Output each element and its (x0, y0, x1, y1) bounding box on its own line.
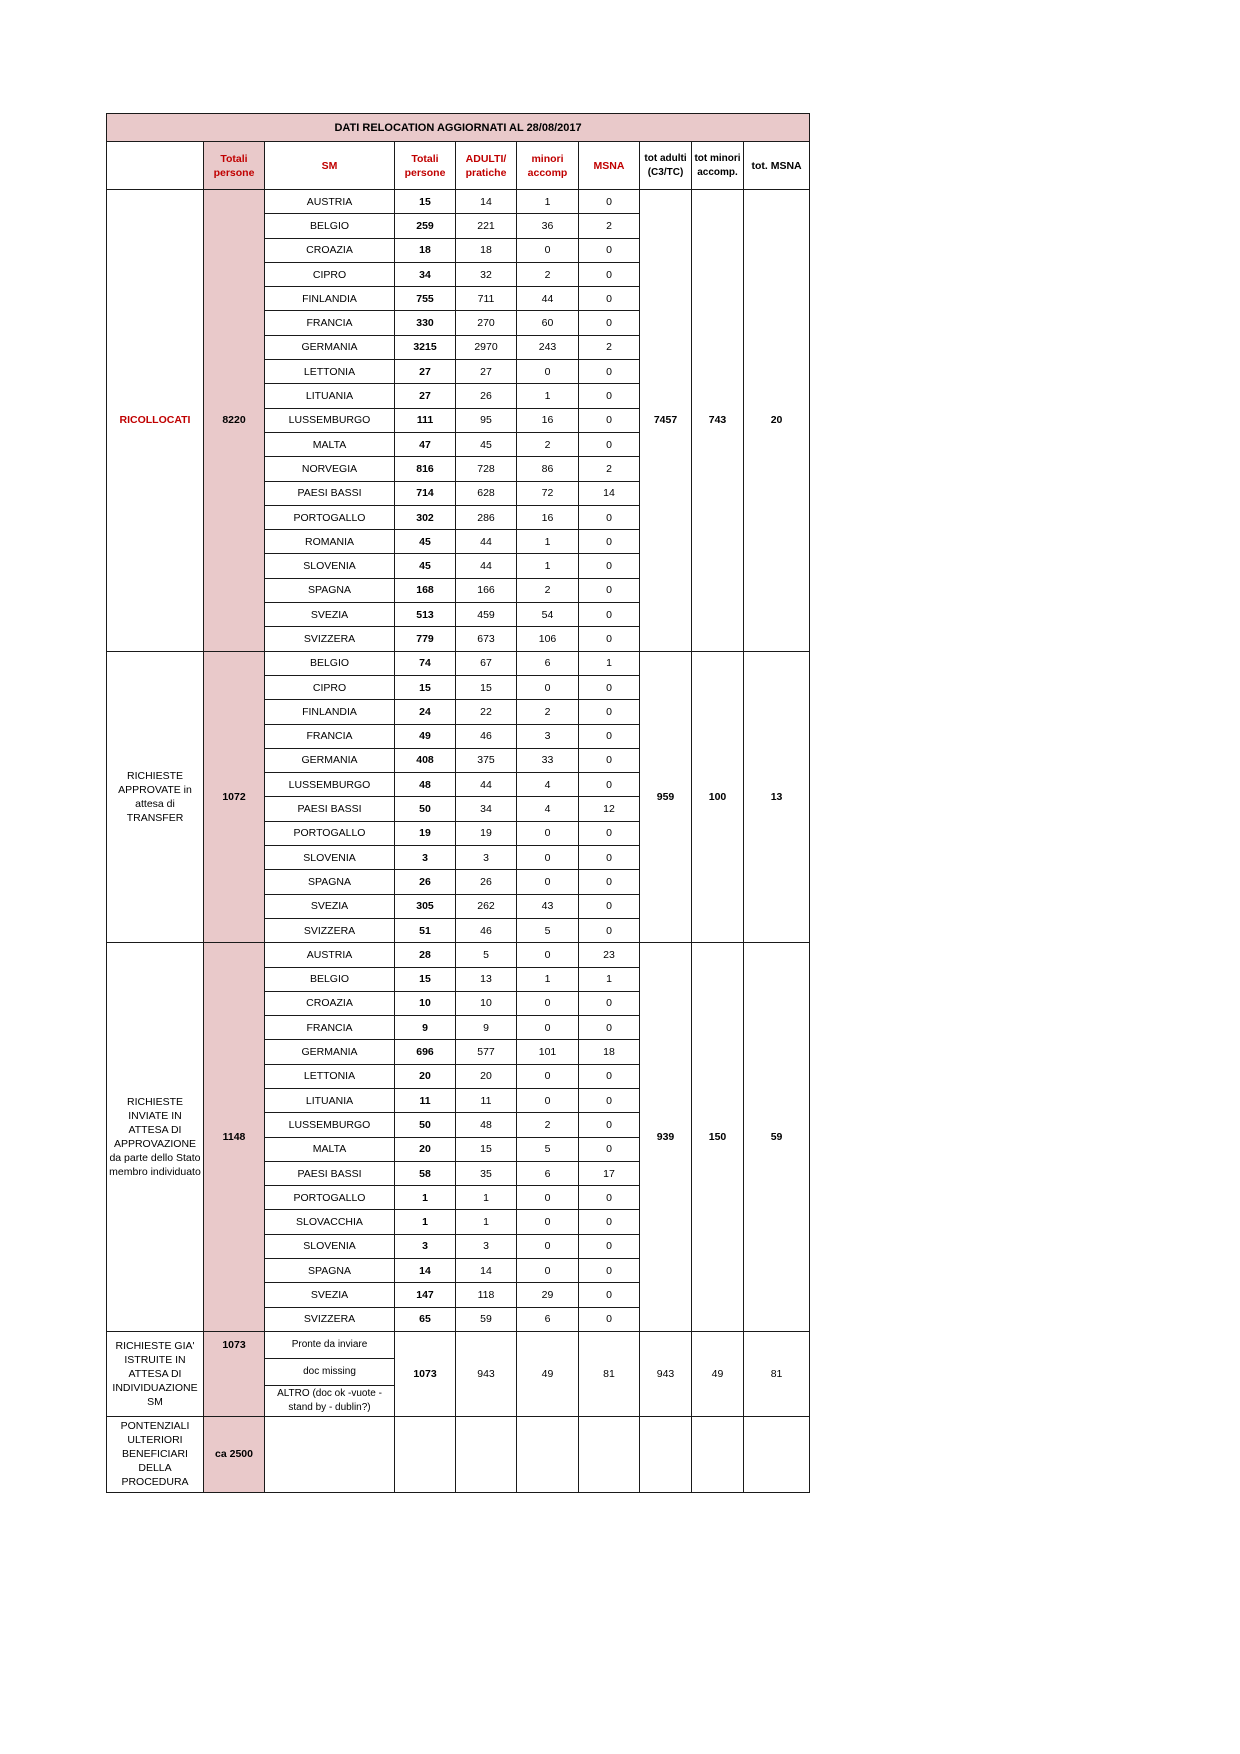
cell-msna: 0 (579, 262, 640, 286)
cell-totali: 19 (395, 821, 456, 845)
cell-adulti: 19 (456, 821, 517, 845)
cell-minori: 0 (517, 846, 579, 870)
cell-msna: 12 (579, 797, 640, 821)
cell-minori: 0 (517, 1064, 579, 1088)
cell-adulti: 18 (456, 238, 517, 262)
cell-adulti: 577 (456, 1040, 517, 1064)
cell-minori: 33 (517, 748, 579, 772)
cell-minori: 106 (517, 627, 579, 651)
cell-totali: 20 (395, 1137, 456, 1161)
cell-adulti: 26 (456, 870, 517, 894)
header-totali-persone-sm: Totali persone (395, 142, 456, 190)
sm-name: SLOVENIA (265, 1234, 395, 1258)
cell-msna: 2 (579, 457, 640, 481)
cell-msna: 0 (579, 603, 640, 627)
cell-totali: 28 (395, 943, 456, 967)
istruite-total: 1073 (204, 1331, 265, 1416)
cell-totali: 408 (395, 748, 456, 772)
cell-msna: 0 (579, 918, 640, 942)
cell-minori: 86 (517, 457, 579, 481)
sm-name: MALTA (265, 1137, 395, 1161)
sm-name: LETTONIA (265, 1064, 395, 1088)
cell-totali: 50 (395, 1113, 456, 1137)
cell-totali: 1 (395, 1210, 456, 1234)
istruite-minori: 49 (517, 1331, 579, 1416)
istruite-tot-adulti: 943 (640, 1331, 692, 1416)
header-minori: minori accomp (517, 142, 579, 190)
cell-msna: 0 (579, 1234, 640, 1258)
header-tot-adulti: tot adulti (C3/TC) (640, 142, 692, 190)
istruite-tot: 1073 (395, 1331, 456, 1416)
sm-name: SLOVACCHIA (265, 1210, 395, 1234)
cell-totali: 302 (395, 505, 456, 529)
cell-minori: 0 (517, 870, 579, 894)
cell-minori: 0 (517, 943, 579, 967)
cell-adulti: 628 (456, 481, 517, 505)
cell-minori: 6 (517, 1161, 579, 1185)
cell-minori: 4 (517, 797, 579, 821)
cell-totali: 26 (395, 870, 456, 894)
istruite-adulti: 943 (456, 1331, 517, 1416)
cell-msna: 0 (579, 578, 640, 602)
cell-adulti: 459 (456, 603, 517, 627)
sm-name: CIPRO (265, 675, 395, 699)
cell-totali: 755 (395, 287, 456, 311)
header-sm: SM (265, 142, 395, 190)
sm-name: PORTOGALLO (265, 821, 395, 845)
cell-totali: 14 (395, 1259, 456, 1283)
table-row (107, 943, 810, 967)
cell-totali: 24 (395, 700, 456, 724)
istruite-sub: Pronte da inviare (265, 1331, 395, 1358)
group-tot-msna: 20 (744, 190, 810, 652)
cell-totali: 513 (395, 603, 456, 627)
cell-totali: 49 (395, 724, 456, 748)
cell-msna: 0 (579, 190, 640, 214)
cell-minori: 1 (517, 190, 579, 214)
cell-adulti: 95 (456, 408, 517, 432)
cell-adulti: 46 (456, 918, 517, 942)
sm-name: SVIZZERA (265, 918, 395, 942)
sm-name: LUSSEMBURGO (265, 1113, 395, 1137)
cell-msna: 0 (579, 1016, 640, 1040)
cell-totali: 34 (395, 262, 456, 286)
cell-adulti: 27 (456, 360, 517, 384)
sm-name: PAESI BASSI (265, 481, 395, 505)
sm-name: LITUANIA (265, 1088, 395, 1112)
sm-name: GERMANIA (265, 1040, 395, 1064)
cell-adulti: 5 (456, 943, 517, 967)
cell-totali: 20 (395, 1064, 456, 1088)
cell-msna: 1 (579, 967, 640, 991)
cell-adulti: 270 (456, 311, 517, 335)
cell-totali: 1 (395, 1186, 456, 1210)
cell-totali: 3215 (395, 335, 456, 359)
cell-totali: 15 (395, 190, 456, 214)
cell-minori: 0 (517, 1234, 579, 1258)
cell-msna: 0 (579, 1283, 640, 1307)
cell-minori: 6 (517, 1307, 579, 1331)
sm-name: CROAZIA (265, 238, 395, 262)
cell-adulti: 2970 (456, 335, 517, 359)
cell-adulti: 11 (456, 1088, 517, 1112)
cell-adulti: 44 (456, 773, 517, 797)
cell-totali: 9 (395, 1016, 456, 1040)
empty-cell (579, 1416, 640, 1492)
cell-msna: 0 (579, 1113, 640, 1137)
cell-minori: 0 (517, 1186, 579, 1210)
cell-adulti: 673 (456, 627, 517, 651)
sm-name: SVEZIA (265, 1283, 395, 1307)
cell-msna: 0 (579, 1088, 640, 1112)
cell-minori: 2 (517, 432, 579, 456)
sm-name: SVEZIA (265, 894, 395, 918)
cell-totali: 27 (395, 360, 456, 384)
cell-minori: 5 (517, 918, 579, 942)
cell-msna: 0 (579, 675, 640, 699)
cell-adulti: 15 (456, 675, 517, 699)
group-tot-msna: 59 (744, 943, 810, 1332)
cell-minori: 0 (517, 821, 579, 845)
cell-msna: 0 (579, 554, 640, 578)
cell-msna: 1 (579, 651, 640, 675)
cell-adulti: 166 (456, 578, 517, 602)
cell-totali: 15 (395, 967, 456, 991)
sm-name: NORVEGIA (265, 457, 395, 481)
cell-minori: 0 (517, 675, 579, 699)
cell-adulti: 118 (456, 1283, 517, 1307)
cell-adulti: 45 (456, 432, 517, 456)
group-total: 1072 (204, 651, 265, 943)
cell-adulti: 711 (456, 287, 517, 311)
cell-msna: 0 (579, 1259, 640, 1283)
cell-totali: 15 (395, 675, 456, 699)
cell-minori: 0 (517, 1259, 579, 1283)
cell-minori: 2 (517, 578, 579, 602)
cell-msna: 0 (579, 870, 640, 894)
sm-name: MALTA (265, 432, 395, 456)
cell-adulti: 3 (456, 1234, 517, 1258)
sm-name: GERMANIA (265, 335, 395, 359)
cell-msna: 0 (579, 384, 640, 408)
cell-adulti: 46 (456, 724, 517, 748)
cell-totali: 3 (395, 846, 456, 870)
cell-adulti: 13 (456, 967, 517, 991)
cell-totali: 330 (395, 311, 456, 335)
cell-adulti: 728 (456, 457, 517, 481)
cell-totali: 779 (395, 627, 456, 651)
cell-adulti: 22 (456, 700, 517, 724)
cell-minori: 2 (517, 700, 579, 724)
sm-name: CIPRO (265, 262, 395, 286)
group-label: RICHIESTE INVIATE IN ATTESA DI APPROVAZIONE da parte dello Stato membro individuato (107, 943, 204, 1332)
cell-totali: 51 (395, 918, 456, 942)
sm-name: SVIZZERA (265, 1307, 395, 1331)
sm-name: PAESI BASSI (265, 1161, 395, 1185)
sm-name: AUSTRIA (265, 190, 395, 214)
cell-msna: 0 (579, 1186, 640, 1210)
cell-minori: 2 (517, 262, 579, 286)
cell-minori: 0 (517, 1210, 579, 1234)
cell-totali: 10 (395, 991, 456, 1015)
cell-adulti: 10 (456, 991, 517, 1015)
cell-minori: 0 (517, 1088, 579, 1112)
cell-msna: 0 (579, 311, 640, 335)
cell-adulti: 14 (456, 190, 517, 214)
cell-adulti: 59 (456, 1307, 517, 1331)
cell-msna: 17 (579, 1161, 640, 1185)
empty-cell (456, 1416, 517, 1492)
cell-msna: 0 (579, 238, 640, 262)
cell-adulti: 221 (456, 214, 517, 238)
cell-minori: 3 (517, 724, 579, 748)
potenziali-row (107, 1416, 810, 1492)
cell-msna: 0 (579, 846, 640, 870)
table-row (107, 651, 810, 675)
cell-minori: 0 (517, 360, 579, 384)
sm-name: LUSSEMBURGO (265, 773, 395, 797)
sm-name: PAESI BASSI (265, 797, 395, 821)
cell-totali: 74 (395, 651, 456, 675)
header-empty (107, 142, 204, 190)
cell-minori: 6 (517, 651, 579, 675)
cell-msna: 0 (579, 724, 640, 748)
cell-minori: 0 (517, 1016, 579, 1040)
table-title: DATI RELOCATION AGGIORNATI AL 28/08/2017 (107, 114, 810, 142)
cell-minori: 54 (517, 603, 579, 627)
cell-minori: 101 (517, 1040, 579, 1064)
header-adulti: ADULTI/ pratiche (456, 142, 517, 190)
cell-msna: 0 (579, 1064, 640, 1088)
cell-msna: 0 (579, 1307, 640, 1331)
sm-name: AUSTRIA (265, 943, 395, 967)
cell-msna: 18 (579, 1040, 640, 1064)
empty-cell (517, 1416, 579, 1492)
sm-name: FRANCIA (265, 311, 395, 335)
cell-msna: 0 (579, 287, 640, 311)
cell-msna: 0 (579, 991, 640, 1015)
sm-name: FINLANDIA (265, 287, 395, 311)
cell-msna: 0 (579, 505, 640, 529)
cell-msna: 0 (579, 894, 640, 918)
cell-msna: 0 (579, 1210, 640, 1234)
cell-adulti: 35 (456, 1161, 517, 1185)
sm-name: SVEZIA (265, 603, 395, 627)
sm-name: PORTOGALLO (265, 505, 395, 529)
cell-minori: 36 (517, 214, 579, 238)
cell-totali: 65 (395, 1307, 456, 1331)
cell-minori: 44 (517, 287, 579, 311)
cell-minori: 2 (517, 1113, 579, 1137)
group-label: RICHIESTE APPROVATE in attesa di TRANSFER (107, 651, 204, 943)
cell-totali: 50 (395, 797, 456, 821)
sm-name: SPAGNA (265, 870, 395, 894)
cell-minori: 72 (517, 481, 579, 505)
cell-minori: 0 (517, 991, 579, 1015)
sm-name: BELGIO (265, 967, 395, 991)
cell-adulti: 44 (456, 554, 517, 578)
cell-msna: 2 (579, 335, 640, 359)
empty-cell (265, 1416, 395, 1492)
istruite-sub: doc missing (265, 1358, 395, 1385)
sm-name: FINLANDIA (265, 700, 395, 724)
cell-minori: 0 (517, 238, 579, 262)
cell-adulti: 286 (456, 505, 517, 529)
cell-adulti: 14 (456, 1259, 517, 1283)
cell-msna: 0 (579, 530, 640, 554)
cell-adulti: 67 (456, 651, 517, 675)
cell-adulti: 44 (456, 530, 517, 554)
sm-name: SLOVENIA (265, 554, 395, 578)
cell-adulti: 34 (456, 797, 517, 821)
sm-name: SPAGNA (265, 578, 395, 602)
cell-minori: 29 (517, 1283, 579, 1307)
group-tot-minori: 150 (692, 943, 744, 1332)
sm-name: GERMANIA (265, 748, 395, 772)
cell-totali: 714 (395, 481, 456, 505)
header-tot-minori: tot minori accomp. (692, 142, 744, 190)
cell-totali: 305 (395, 894, 456, 918)
cell-msna: 14 (579, 481, 640, 505)
cell-adulti: 20 (456, 1064, 517, 1088)
group-label: RICOLLOCATI (107, 190, 204, 652)
sm-name: PORTOGALLO (265, 1186, 395, 1210)
cell-msna: 0 (579, 1137, 640, 1161)
istruite-sub: ALTRO (doc ok -vuote - stand by - dublin?) (265, 1385, 395, 1416)
group-tot-adulti: 7457 (640, 190, 692, 652)
cell-adulti: 9 (456, 1016, 517, 1040)
group-tot-minori: 743 (692, 190, 744, 652)
sm-name: SLOVENIA (265, 846, 395, 870)
sm-name: FRANCIA (265, 1016, 395, 1040)
cell-minori: 1 (517, 967, 579, 991)
empty-cell (640, 1416, 692, 1492)
istruite-msna: 81 (579, 1331, 640, 1416)
group-tot-msna: 13 (744, 651, 810, 943)
cell-minori: 43 (517, 894, 579, 918)
sm-name: SPAGNA (265, 1259, 395, 1283)
cell-adulti: 375 (456, 748, 517, 772)
cell-adulti: 1 (456, 1210, 517, 1234)
cell-totali: 147 (395, 1283, 456, 1307)
istruite-label: RICHIESTE GIA' ISTRUITE IN ATTESA DI INDIVIDUAZIONE SM (107, 1331, 204, 1416)
sm-name: LITUANIA (265, 384, 395, 408)
sm-name: LETTONIA (265, 360, 395, 384)
cell-adulti: 32 (456, 262, 517, 286)
group-tot-adulti: 959 (640, 651, 692, 943)
cell-msna: 0 (579, 821, 640, 845)
cell-totali: 27 (395, 384, 456, 408)
cell-adulti: 15 (456, 1137, 517, 1161)
cell-minori: 1 (517, 554, 579, 578)
cell-msna: 23 (579, 943, 640, 967)
cell-totali: 816 (395, 457, 456, 481)
group-tot-minori: 100 (692, 651, 744, 943)
sm-name: BELGIO (265, 214, 395, 238)
sm-name: FRANCIA (265, 724, 395, 748)
cell-msna: 0 (579, 432, 640, 456)
cell-minori: 1 (517, 384, 579, 408)
istruite-tot-minori: 49 (692, 1331, 744, 1416)
empty-cell (395, 1416, 456, 1492)
cell-minori: 1 (517, 530, 579, 554)
cell-totali: 3 (395, 1234, 456, 1258)
cell-minori: 16 (517, 408, 579, 432)
header-tot-msna: tot. MSNA (744, 142, 810, 190)
potenziali-total: ca 2500 (204, 1416, 265, 1492)
sm-name: BELGIO (265, 651, 395, 675)
group-total: 1148 (204, 943, 265, 1332)
istruite-row (107, 1331, 810, 1358)
cell-minori: 243 (517, 335, 579, 359)
sm-name: ROMANIA (265, 530, 395, 554)
cell-msna: 0 (579, 700, 640, 724)
group-total: 8220 (204, 190, 265, 652)
empty-cell (744, 1416, 810, 1492)
table-row (107, 190, 810, 214)
cell-msna: 0 (579, 627, 640, 651)
cell-msna: 2 (579, 214, 640, 238)
cell-minori: 4 (517, 773, 579, 797)
cell-adulti: 1 (456, 1186, 517, 1210)
cell-minori: 60 (517, 311, 579, 335)
sm-name: SVIZZERA (265, 627, 395, 651)
cell-totali: 58 (395, 1161, 456, 1185)
header-msna: MSNA (579, 142, 640, 190)
cell-msna: 0 (579, 408, 640, 432)
cell-totali: 696 (395, 1040, 456, 1064)
cell-adulti: 26 (456, 384, 517, 408)
cell-minori: 5 (517, 1137, 579, 1161)
istruite-tot-msna: 81 (744, 1331, 810, 1416)
potenziali-label: PONTENZIALI ULTERIORI BENEFICIARI DELLA PROCEDURA (107, 1416, 204, 1492)
cell-adulti: 3 (456, 846, 517, 870)
cell-adulti: 48 (456, 1113, 517, 1137)
relocation-table (106, 113, 810, 1493)
cell-totali: 47 (395, 432, 456, 456)
cell-totali: 45 (395, 530, 456, 554)
header-row (107, 142, 810, 190)
cell-msna: 0 (579, 773, 640, 797)
cell-minori: 16 (517, 505, 579, 529)
cell-totali: 45 (395, 554, 456, 578)
cell-msna: 0 (579, 360, 640, 384)
sm-name: LUSSEMBURGO (265, 408, 395, 432)
cell-totali: 168 (395, 578, 456, 602)
sm-name: CROAZIA (265, 991, 395, 1015)
empty-cell (692, 1416, 744, 1492)
cell-adulti: 262 (456, 894, 517, 918)
cell-totali: 48 (395, 773, 456, 797)
cell-totali: 259 (395, 214, 456, 238)
cell-msna: 0 (579, 748, 640, 772)
cell-totali: 111 (395, 408, 456, 432)
group-tot-adulti: 939 (640, 943, 692, 1332)
cell-totali: 11 (395, 1088, 456, 1112)
header-totali-persone: Totali persone (204, 142, 265, 190)
cell-totali: 18 (395, 238, 456, 262)
